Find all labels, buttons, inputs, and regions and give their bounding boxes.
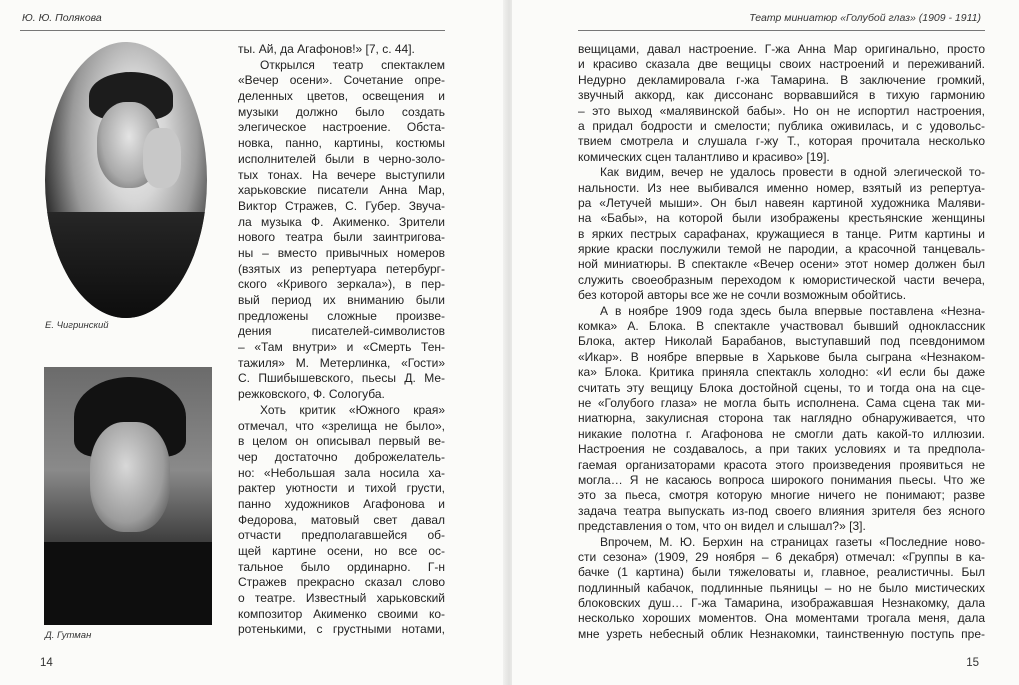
text-line: «Вечер осени». Сочетание опре- <box>238 73 445 88</box>
text-line: новка, панно, картины, костюмы <box>238 136 445 151</box>
text-line: но: «Небольшая зала носила ха- <box>238 465 445 480</box>
text-line: чер достаточно доброжелатель- <box>238 449 445 464</box>
text-line: нальности. Из нее выбивался именно номер, взятый из репертуа- <box>578 180 985 195</box>
left-page <box>0 0 506 685</box>
text-line: блоковских душ… Г-жа Тамарина, изображавшая Незнакомку, дала <box>578 596 985 611</box>
text-line: комических сцен талантливо и красиво» [19]. <box>578 149 830 164</box>
text-line: ной миниатюры. В спектакле «Вечер осени» этот номер должен был <box>578 257 985 272</box>
page-number: 14 <box>40 657 53 669</box>
text-line: ла музыка Ф. Акименко. Зрители <box>238 214 445 229</box>
paragraph <box>578 165 985 304</box>
text-line: «Икар». В ноябре впервые в Харькове была сыграна «Незнаком- <box>578 349 985 364</box>
text-line: ра «Летучей мыши». Он был навеян картиной художника Маляви- <box>578 195 985 210</box>
paragraph <box>578 42 985 165</box>
text-line: элегическое настроение. Обста- <box>238 120 445 135</box>
text-line: сти сезона» (1909, 29 ноября – 6 декабря) отмечал: «Группы в ка- <box>578 549 985 564</box>
text-line: а придал бодрости и смелости; публика оживилась, и с удовольс- <box>578 118 985 133</box>
text-line: исполнителей были в черно-золо- <box>238 151 445 166</box>
text-line: тажиля» М. Метерлинка, «Гости» <box>238 355 445 370</box>
text-line: С. Пшибышевского, пьесы Д. Ме- <box>238 371 445 386</box>
text-line: подлинный кабачок, подлинные пьяницы – но не было мистических <box>578 580 985 595</box>
text-line: А в ноябре 1909 года здесь была впервые поставлена «Незна- <box>600 303 985 318</box>
text-line: щей картине осени, но все ос- <box>238 544 445 558</box>
text-line: ниатюрна, закулисная сторона так наглядно обнаруживается, что <box>578 411 985 426</box>
text-line: ка» Блока. Критика приняла спектакль холодно: «И если бы даже <box>578 365 985 380</box>
photo-caption: Д. Гутман <box>45 630 92 641</box>
text-line: могла… Я не касаюсь вопроса широкого понимания пьесы. Что же <box>578 472 985 487</box>
text-line: – это выход «малявинской бабы». Но он не испортил настроения, <box>578 103 985 118</box>
text-line: тальное было ординарно. Г-н <box>238 559 445 574</box>
portrait-photo-gutman <box>44 367 212 625</box>
paragraph <box>578 304 985 535</box>
text-line: несколько хороших моментов. Она моментами трогала меня, дала <box>578 611 985 626</box>
text-line: харьковские писатели Анна Мар, <box>238 183 445 198</box>
header-rule <box>20 30 445 31</box>
text-line: рактер уютности и тихой грусти, <box>238 481 445 496</box>
text-line: панно художников Агафонова и <box>238 496 445 511</box>
text-line: бачке (1 картина) были тяжеловаты и, главное, реалистичны. Был <box>578 565 985 580</box>
text-line: Хоть критик «Южного края» <box>260 402 445 417</box>
running-head-author: Ю. Ю. Полякова <box>22 12 102 24</box>
text-line: дения писателей-символистов <box>238 324 445 339</box>
page-number: 15 <box>966 657 979 669</box>
text-line: ского «Кривого зеркала»), в пер- <box>238 277 445 292</box>
text-line: Открылся театр спектаклем <box>260 57 445 72</box>
text-line: ны – вместо привычных номеров <box>238 245 445 260</box>
text-line: представления о том, что он видел и слышал?» [3]. <box>578 519 866 534</box>
text-line: отчасти предполагавшейся об- <box>238 528 445 543</box>
text-line: нового театра были заинтригова- <box>238 230 445 245</box>
text-column <box>238 42 445 638</box>
text-line: гаемая организаторами красота этого произведения проявиться не <box>578 457 985 472</box>
text-line: Настроения не создавалось, а при таких условиях и та предпола- <box>578 442 985 457</box>
text-line: предложены сложные произве- <box>238 308 445 323</box>
right-page <box>512 0 1019 685</box>
text-line: яркие краски послужили темой не пародии, а красочной танцеваль- <box>578 242 985 257</box>
text-line: режковского, Ф. Сологуба. <box>238 387 385 402</box>
text-line: – «Там внутри» и «Смерть Тен- <box>238 340 445 355</box>
text-line: в ярких пестрых сарафанах, кружащиеся в танце. Ритм картины и <box>578 226 985 241</box>
text-line: задача театра выпускать из-под своего влияния зрителя без ясного <box>578 503 985 518</box>
paragraph <box>238 42 445 58</box>
text-line: тых тонах. На вечере выступили <box>238 167 445 182</box>
text-line: считать эту вещицу Блока достойной сцены, то и тогда она на сце- <box>578 380 985 395</box>
text-line: Блока, актер Николай Барабанов, выступавший под псевдонимом <box>578 334 985 349</box>
text-column <box>578 42 985 642</box>
text-line: на «Бабы», на которой были изображены крестьянские женщины <box>578 211 985 226</box>
text-line: отмечал, что «зрелища не было», <box>238 418 445 433</box>
text-line: никакие полотна г. Агафонова не смогли дать какой-то иллюзии. <box>578 426 985 441</box>
paragraph <box>578 535 985 643</box>
header-rule <box>578 30 985 31</box>
text-line: Впрочем, М. Ю. Берхин на страницах газеты «Последние ново- <box>600 534 985 549</box>
running-head-title: Театр миниатюр «Голубой глаз» (1909 - 1911) <box>749 12 981 24</box>
text-line: ротенькими, с грустными нотами, <box>238 622 445 637</box>
text-line: (взятых из репертуара петербург- <box>238 261 445 276</box>
text-line: вещицами, давал настроение. Г-жа Анна Мар оригинально, просто <box>578 42 985 56</box>
text-line: и красиво сказала две вещицы своих настроений и переживаний. <box>578 57 985 72</box>
text-line: служить своеобразным переходом к юмористической части вечера, <box>578 272 985 287</box>
text-line: Недурно декламировала г-жа Тамарина. В заключение громкий, <box>578 72 985 87</box>
photo-caption: Е. Чигринский <box>45 320 109 331</box>
text-line: композитор Акименко своими ко- <box>238 606 445 621</box>
text-line: мне узреть небесный облик Незнакомки, таинственную поступь пре- <box>578 626 985 641</box>
text-line: музыки должно было создать <box>238 104 445 119</box>
text-line: комка» А. Блока. В спектакле участвовал бывший одноклассник <box>578 319 985 334</box>
paragraph <box>238 403 445 638</box>
text-line: без которой авторы все же не сочли возможным обойтись. <box>578 288 907 303</box>
text-line: не «Голубого глаза» не могла быть исполнена. Сама сцена так ми- <box>578 395 985 410</box>
paragraph <box>238 58 445 403</box>
text-line: это за пьеса, смотря которую многие ничего не понимают; разве <box>578 488 985 503</box>
text-line: в целом он описывал первый ве- <box>238 434 445 449</box>
portrait-photo-chigrinsky <box>45 42 207 318</box>
text-line: твием смотрела и слушала г-жу Т., которая прочитала несколько <box>578 134 985 149</box>
text-line: Стражев прекрасно сказал слово <box>238 575 445 590</box>
text-line: ты. Ай, да Агафонов!» [7, с. 44]. <box>238 42 415 56</box>
text-line: Федорова, матовый свет давал <box>238 512 445 527</box>
text-line: деленных цветов, освещения и <box>238 89 445 104</box>
text-line: звучный аккорд, как диссонанс ворвавшийся в тихую гармонию <box>578 88 985 103</box>
text-line: о театре. Известный харьковский <box>238 591 445 606</box>
text-line: Виктор Стражев, С. Губер. Звуча- <box>238 198 445 213</box>
text-line: вый период их вниманию были <box>238 293 445 307</box>
text-line: Как видим, вечер не удалось провести в одной элегической то- <box>600 165 985 180</box>
